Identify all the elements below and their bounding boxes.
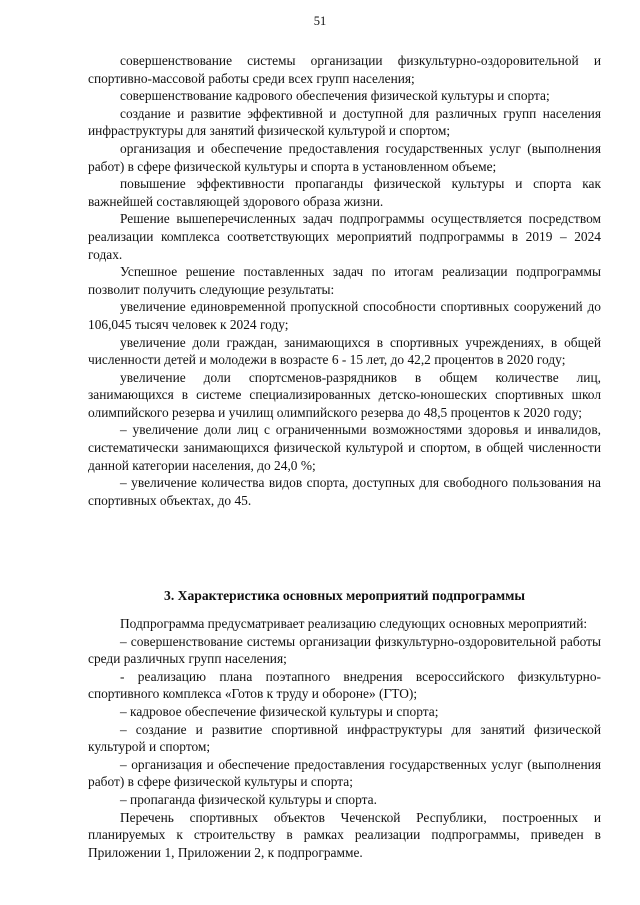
body-text-top xyxy=(88,52,601,509)
paragraph: – организация и обеспечение предоставления государственных услуг (выполнения работ) в сфере физической культуры и спорта; xyxy=(88,756,601,790)
paragraph: – пропаганда физической культуры и спорта. xyxy=(120,791,377,807)
paragraph: совершенствование системы организации физкультурно-оздоровительной и спортивно-массовой работы среди всех групп населения; xyxy=(88,53,601,86)
paragraph: – создание и развитие спортивной инфраструктуры для занятий физической культурой и спортом; xyxy=(88,721,601,755)
paragraph: повышение эффективности пропаганды физической культуры и спорта как важнейшей составляющей здорового образа жизни. xyxy=(88,176,601,209)
section-heading: 3. Характеристика основных мероприятий подпрограммы xyxy=(164,588,525,603)
paragraph: Перечень спортивных объектов Чеченской Республики, построенных и планируемых к строительству в рамках реализации подпрограммы, приведен в Приложении 1, Приложении 2, к подпрограмме. xyxy=(88,809,601,860)
paragraph: Решение вышеперечисленных задач подпрограммы осуществляется посредством реализации комплекса соответствующих мероприятий подпрограммы в 2019 – 2024 годах. xyxy=(88,211,601,262)
paragraph: Подпрограмма предусматривает реализацию следующих основных мероприятий: xyxy=(120,616,588,631)
paragraph: – кадровое обеспечение физической культуры и спорта; xyxy=(120,703,439,719)
paragraph: – увеличение доли лиц с ограниченными возможностями здоровья и инвалидов, систематически занимающихся физической культурой и спортом, в общей численности данной категории населения, до 24,0 %; xyxy=(88,422,601,473)
paragraph: увеличение доли граждан, занимающихся в спортивных учреждениях, в общей численности детей и молодежи в возрасте 6 - 15 лет, до 42,2 процентов в 2020 году; xyxy=(88,334,601,368)
paragraph: создание и развитие эффективной и доступной для различных групп населения инфраструктуры для занятий физической культурой и спортом; xyxy=(88,105,601,139)
body-text-bottom xyxy=(88,615,601,861)
paragraph: Успешное решение поставленных задач по итогам реализации подпрограммы позволит получить следующие результаты: xyxy=(88,264,601,297)
paragraph: увеличение единовременной пропускной способности спортивных сооружений до 106,045 тысяч человек к 2024 году; xyxy=(88,299,601,332)
paragraph: – совершенствование системы организации физкультурно-оздоровительной работы среди различных групп населения; xyxy=(88,633,601,667)
paragraph: - реализацию плана поэтапного внедрения всероссийского физкультурно-спортивного комплекса «Готов к труду и обороне» (ГТО); xyxy=(88,668,601,702)
paragraph: – увеличение количества видов спорта, доступных для свободного пользования на спортивных объектах, до 45. xyxy=(88,475,601,508)
paragraph: совершенствование кадрового обеспечения физической культуры и спорта; xyxy=(120,88,550,104)
paragraph: увеличение доли спортсменов-разрядников в общем количестве лиц, занимающихся в системе специализированных детско-юношеских спортивных школ олимпийского резерва и училищ олимпийского резерва до 48,5 процентов к 2020 году; xyxy=(88,369,601,420)
paragraph: организация и обеспечение предоставления государственных услуг (выполнения работ) в сфере физической культуры и спорта в установленном объеме; xyxy=(88,140,601,174)
page-number: 51 xyxy=(313,14,327,28)
